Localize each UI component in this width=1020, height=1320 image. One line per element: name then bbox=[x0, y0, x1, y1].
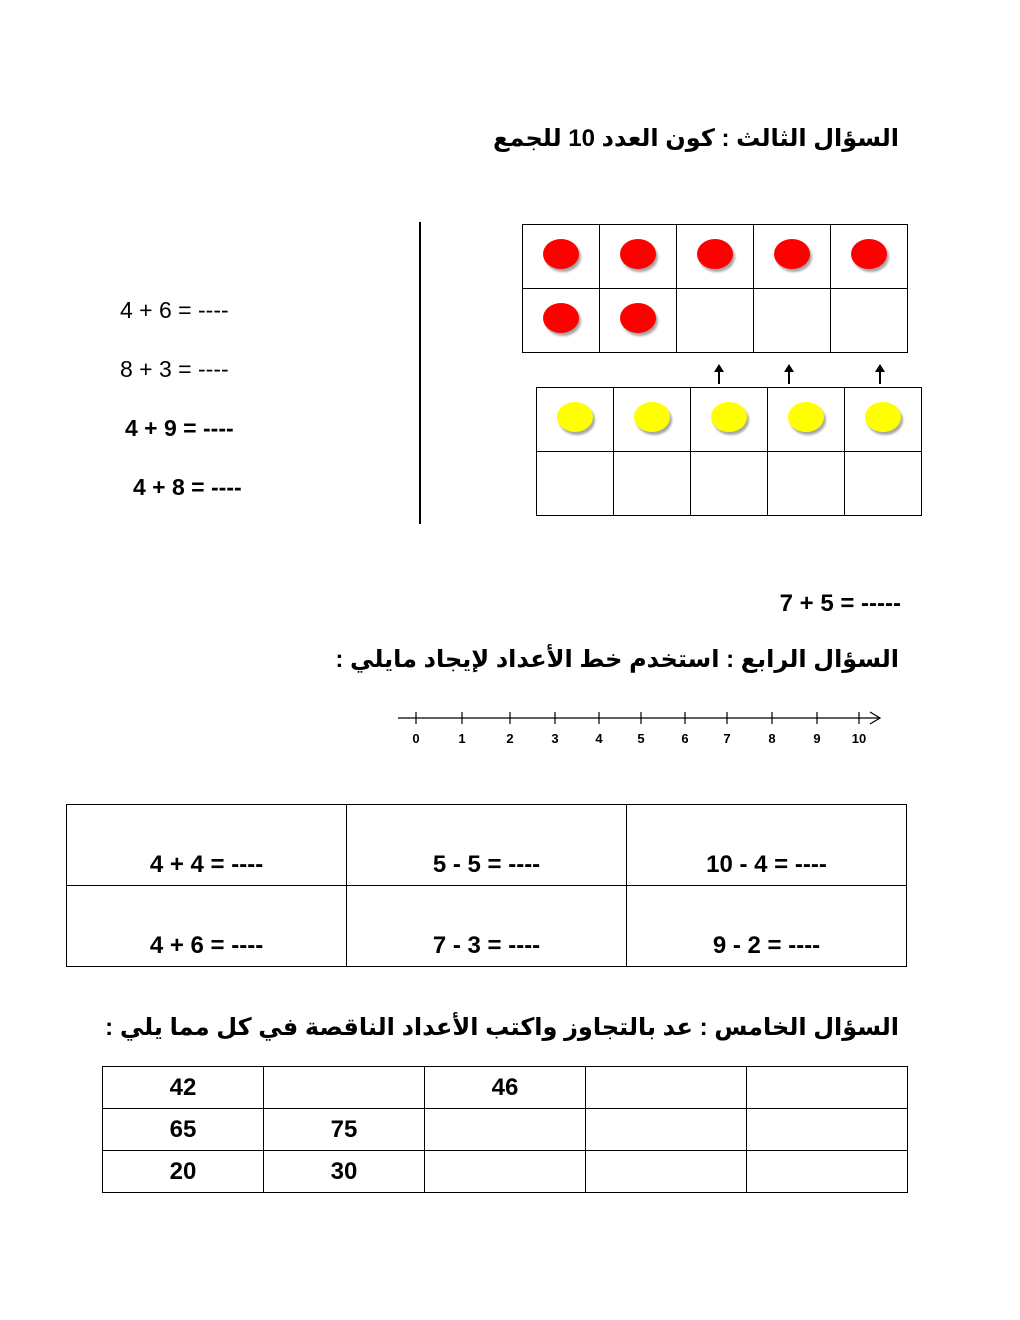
number-line-label: 0 bbox=[412, 731, 420, 746]
operation-cell[interactable]: 4 + 6 = ---- bbox=[67, 886, 347, 967]
number-line-label: 6 bbox=[681, 731, 689, 746]
operation-cell[interactable]: 5 - 5 = ---- bbox=[347, 805, 627, 886]
q4-operations-table bbox=[66, 804, 907, 967]
red-counter bbox=[774, 239, 810, 269]
exercise-3: 4 + 9 = ---- bbox=[125, 415, 234, 441]
yellow-counter bbox=[557, 402, 593, 432]
skip-cell[interactable] bbox=[264, 1067, 425, 1109]
empty-cell bbox=[831, 289, 908, 353]
ten-frame-red bbox=[522, 224, 908, 353]
number-line bbox=[396, 705, 886, 750]
yellow-counter bbox=[788, 402, 824, 432]
number-line-label: 1 bbox=[458, 731, 466, 746]
q5-skip-count-table bbox=[102, 1066, 908, 1193]
number-line-label: 3 bbox=[551, 731, 559, 746]
empty-cell bbox=[754, 289, 831, 353]
q3-title: السؤال الثالث : كون العدد 10 للجمع bbox=[493, 125, 899, 152]
skip-cell[interactable]: 30 bbox=[264, 1151, 425, 1193]
skip-cell[interactable] bbox=[747, 1067, 908, 1109]
vertical-divider bbox=[419, 222, 421, 524]
operation-cell[interactable]: 10 - 4 = ---- bbox=[627, 805, 907, 886]
operation-cell[interactable]: 7 - 3 = ---- bbox=[347, 886, 627, 967]
number-line-label: 8 bbox=[768, 731, 776, 746]
red-counter bbox=[620, 303, 656, 333]
skip-cell[interactable]: 20 bbox=[103, 1151, 264, 1193]
operation-cell[interactable]: 9 - 2 = ---- bbox=[627, 886, 907, 967]
red-counter bbox=[620, 239, 656, 269]
empty-cell bbox=[845, 452, 922, 516]
red-counter bbox=[697, 239, 733, 269]
equation-7-plus-5: 7 + 5 = ----- bbox=[779, 590, 901, 617]
skip-cell[interactable] bbox=[747, 1109, 908, 1151]
skip-cell[interactable] bbox=[586, 1067, 747, 1109]
empty-cell bbox=[691, 452, 768, 516]
number-line-label: 2 bbox=[506, 731, 514, 746]
operation-cell[interactable]: 4 + 4 = ---- bbox=[67, 805, 347, 886]
skip-cell[interactable]: 46 bbox=[425, 1067, 586, 1109]
yellow-counter bbox=[865, 402, 901, 432]
number-line-label: 4 bbox=[595, 731, 603, 746]
skip-cell[interactable] bbox=[586, 1109, 747, 1151]
number-line-label: 7 bbox=[723, 731, 731, 746]
arrow-up-icon bbox=[718, 368, 720, 384]
empty-cell bbox=[537, 452, 614, 516]
exercise-1: 4 + 6 = ---- bbox=[120, 297, 229, 323]
skip-cell[interactable] bbox=[747, 1151, 908, 1193]
skip-cell[interactable] bbox=[425, 1109, 586, 1151]
arrow-up-icon bbox=[788, 368, 790, 384]
exercise-4: 4 + 8 = ---- bbox=[133, 474, 242, 500]
ten-frame-yellow bbox=[536, 387, 922, 516]
skip-cell[interactable]: 42 bbox=[103, 1067, 264, 1109]
red-counter bbox=[543, 239, 579, 269]
q5-title: السؤال الخامس : عد بالتجاوز واكتب الأعداد الناقصة في كل مما يلي : bbox=[105, 1014, 899, 1041]
number-line-label: 10 bbox=[851, 731, 867, 746]
red-counter bbox=[543, 303, 579, 333]
skip-cell[interactable] bbox=[425, 1151, 586, 1193]
arrow-up-icon bbox=[879, 368, 881, 384]
skip-cell[interactable] bbox=[586, 1151, 747, 1193]
q4-title: السؤال الرابع : استخدم خط الأعداد لإيجاد مايلي : bbox=[335, 646, 899, 673]
skip-cell[interactable]: 75 bbox=[264, 1109, 425, 1151]
red-counter bbox=[851, 239, 887, 269]
empty-cell bbox=[768, 452, 845, 516]
empty-cell bbox=[614, 452, 691, 516]
yellow-counter bbox=[634, 402, 670, 432]
number-line-label: 5 bbox=[637, 731, 645, 746]
number-line-label: 9 bbox=[813, 731, 821, 746]
empty-cell bbox=[677, 289, 754, 353]
skip-cell[interactable]: 65 bbox=[103, 1109, 264, 1151]
yellow-counter bbox=[711, 402, 747, 432]
exercise-2: 8 + 3 = ---- bbox=[120, 356, 229, 382]
